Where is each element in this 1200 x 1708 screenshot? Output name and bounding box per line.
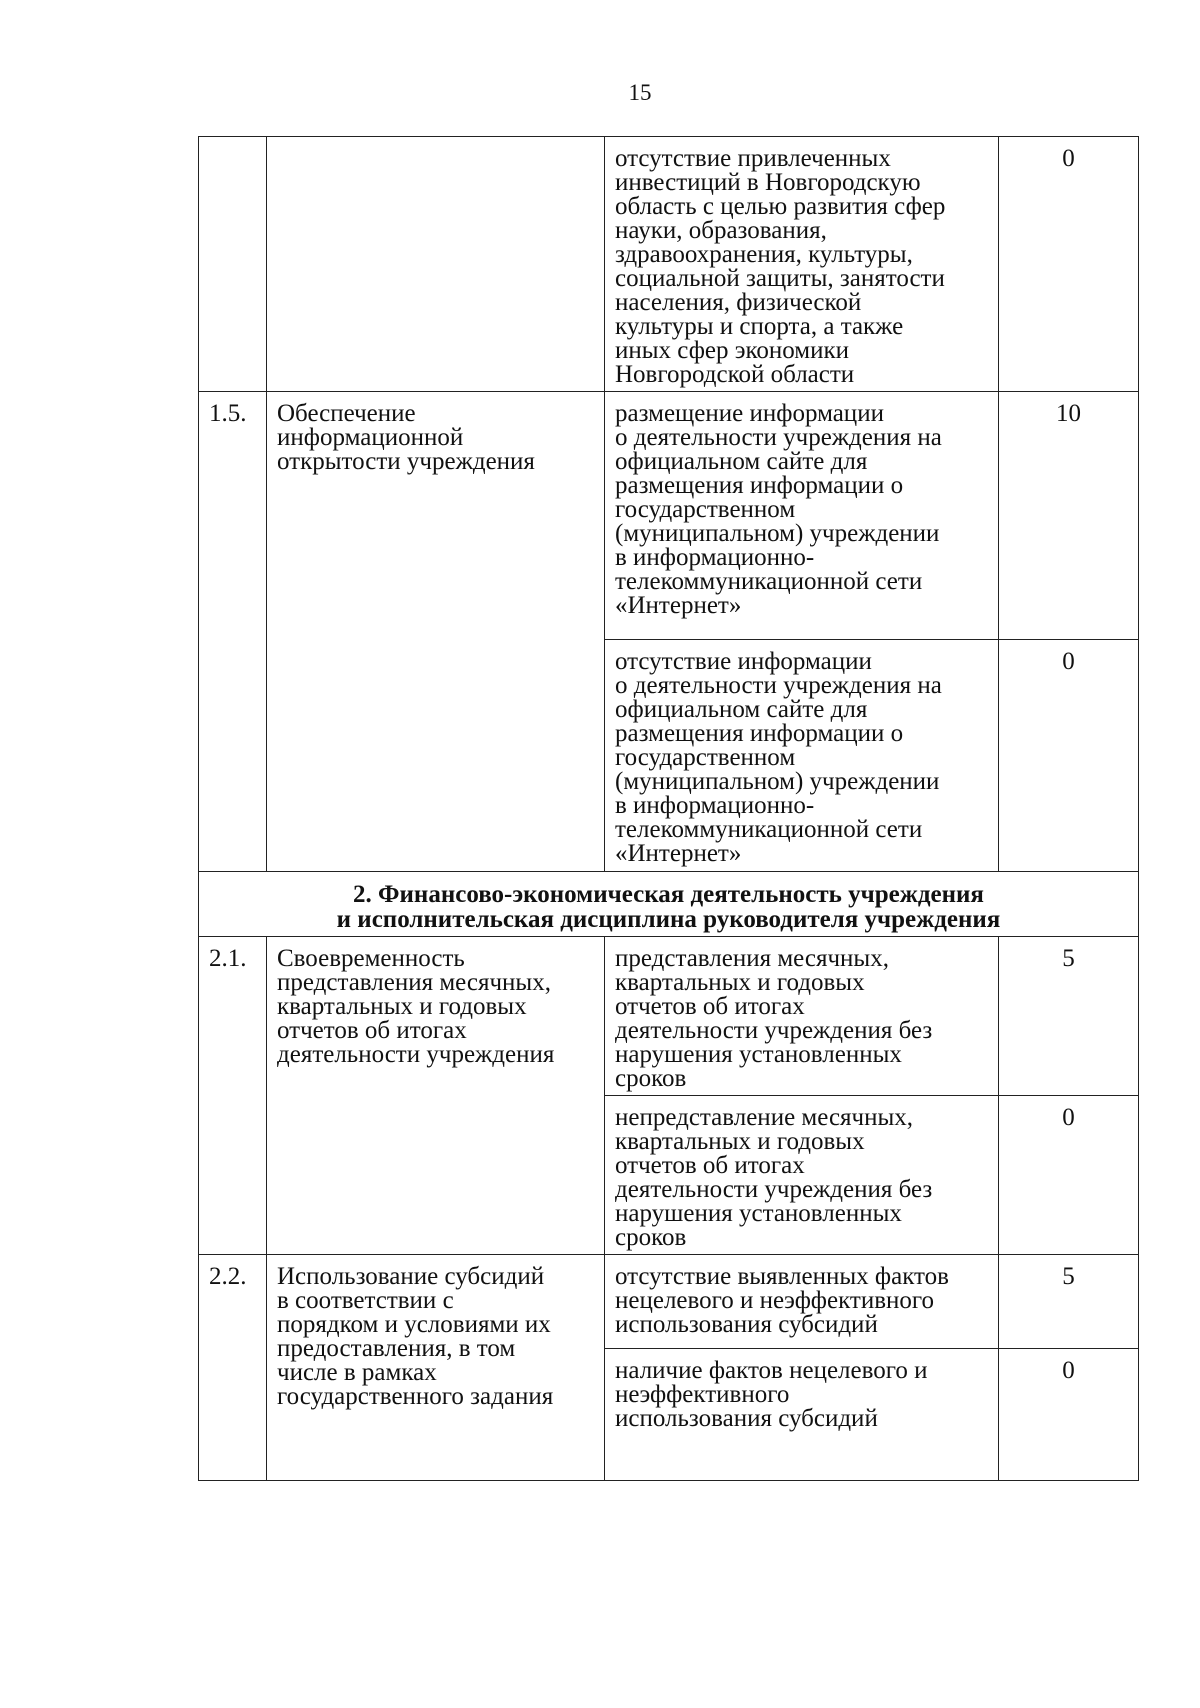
page-number: 15 [628, 80, 652, 105]
criterion-name-cell: Обеспечение информационной открытости учреждения [267, 392, 605, 872]
score-cell: 0 [999, 137, 1139, 392]
table-row [199, 392, 1139, 640]
score-cell: 0 [999, 1096, 1139, 1255]
table-row [199, 937, 1139, 1096]
condition-cell: отсутствие информации о деятельности учреждения на официальном сайте для размещения информации о государственном (муниципальном) учреждении в информационно- телекоммуникационной сети «Интернет» [605, 640, 999, 872]
condition-cell: отсутствие привлеченных инвестиций в Новгородскую область с целью развития сфер науки, образования, здравоохранения, культуры, социальной защиты, занятости населения, физической культуры и спорта, а также иных сфер экономики Новгородской области [605, 137, 999, 392]
criterion-number-cell: 1.5. [199, 392, 267, 872]
table-row [199, 1255, 1139, 1349]
section-header-row [199, 872, 1139, 937]
criterion-name-cell: Использование субсидий в соответствии с порядком и условиями их предоставления, в том числе в рамках государственного задания [267, 1255, 605, 1481]
condition-cell: размещение информации о деятельности учреждения на официальном сайте для размещения информации о государственном (муниципальном) учреждении в информационно- телекоммуникационной сети «Интернет» [605, 392, 999, 640]
criterion-number-cell: 2.1. [199, 937, 267, 1255]
section-title: 2. Финансово-экономическая деятельность учреждения и исполнительская дисциплина руководителя учреждения [199, 872, 1139, 937]
criteria-table [198, 136, 1139, 1481]
criterion-name-cell [267, 137, 605, 392]
score-cell: 5 [999, 1255, 1139, 1349]
score-cell: 0 [999, 1349, 1139, 1481]
condition-cell: непредставление месячных, квартальных и годовых отчетов об итогах деятельности учреждения без нарушения установленных сроков [605, 1096, 999, 1255]
criterion-number-cell: 2.2. [199, 1255, 267, 1481]
condition-cell: представления месячных, квартальных и годовых отчетов об итогах деятельности учреждения без нарушения установленных сроков [605, 937, 999, 1096]
condition-cell: отсутствие выявленных фактов нецелевого и неэффективного использования субсидий [605, 1255, 999, 1349]
score-cell: 0 [999, 640, 1139, 872]
score-cell: 10 [999, 392, 1139, 640]
score-cell: 5 [999, 937, 1139, 1096]
criterion-number-cell [199, 137, 267, 392]
criterion-name-cell: Своевременность представления месячных, квартальных и годовых отчетов об итогах деятельности учреждения [267, 937, 605, 1255]
condition-cell: наличие фактов нецелевого и неэффективного использования субсидий [605, 1349, 999, 1481]
table-row [199, 137, 1139, 392]
